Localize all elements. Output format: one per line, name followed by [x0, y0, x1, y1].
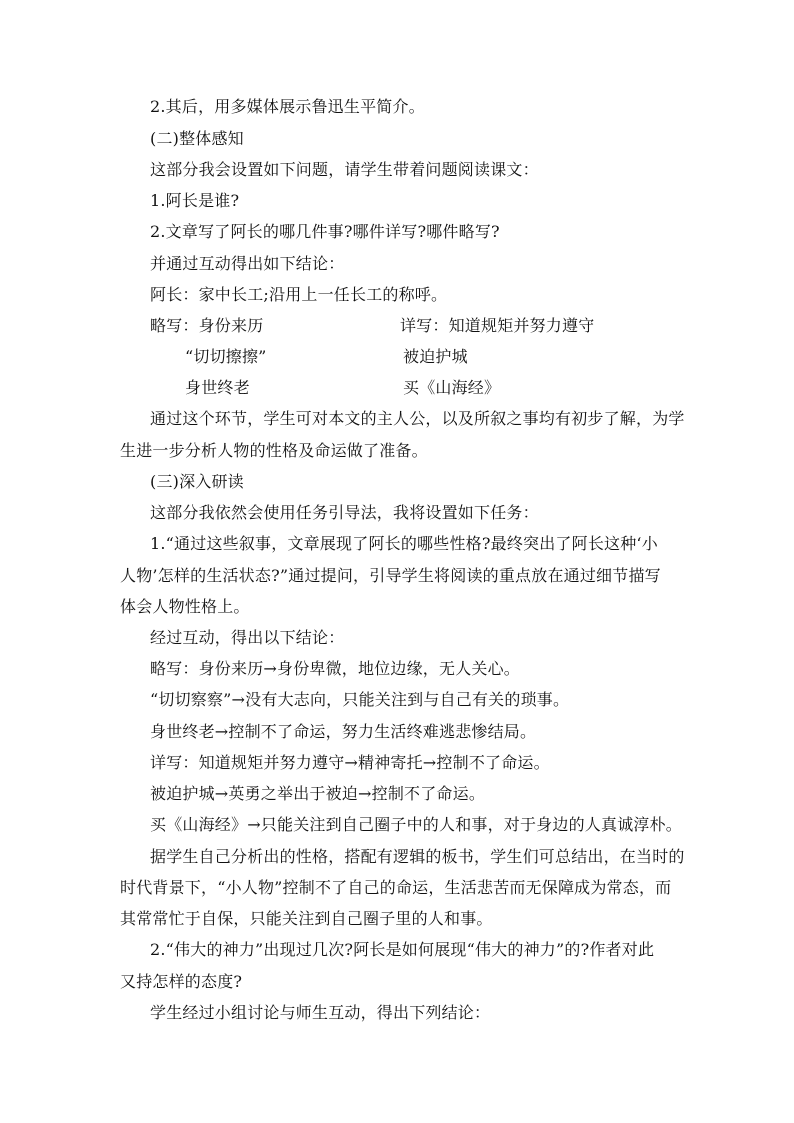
paragraph-line: 并通过互动得出如下结论：: [150, 254, 345, 273]
conclusion-line: 被迫护城→英勇之举出于被迫→控制不了命运。: [150, 784, 486, 803]
task-line: 又持怎样的态度?: [120, 972, 243, 991]
table-cell-left: 身世终老: [185, 378, 250, 397]
paragraph-line: 2.其后，用多媒体展示鲁迅生平简介。: [150, 97, 425, 116]
paragraph-line: 这部分我会设置如下问题，请学生带着问题阅读课文：: [150, 160, 539, 179]
paragraph-line: 学生经过小组讨论与师生互动，得出下列结论：: [150, 1003, 491, 1022]
conclusion-line: “切切察察”→没有大志向，只能关注到与自己有关的琐事。: [150, 690, 570, 709]
table-cell-left: 略写：身份来历: [150, 316, 264, 335]
section-heading: (二)整体感知: [150, 129, 244, 148]
paragraph-line: 这部分我依然会使用任务引导法，我将设置如下任务：: [150, 503, 539, 522]
question-line: 1.阿长是谁?: [150, 191, 240, 210]
section-heading: (三)深入研读: [150, 472, 244, 491]
table-cell-right: 被迫护城: [403, 347, 468, 366]
conclusion-line: 详写：知道规矩并努力遵守→精神寄托→控制不了命运。: [150, 753, 550, 772]
table-cell-right: 详写：知道规矩并努力遵守: [400, 316, 595, 335]
table-cell-right: 买《山海经》: [403, 378, 501, 397]
question-line: 2.文章写了阿长的哪几件事?哪件详写?哪件略写?: [150, 222, 500, 241]
paragraph-line: 通过这个环节，学生可对本文的主人公，以及所叙之事均有初步了解，为学: [150, 409, 685, 428]
paragraph-line: 据学生自己分析出的性格，搭配有逻辑的板书，学生们可总结出，在当时的: [150, 847, 685, 866]
task-line: 人物’怎样的生活状态?”通过提问，引导学生将阅读的重点放在通过细节描写: [120, 566, 661, 585]
paragraph-line: 时代背景下，“小人物”控制不了自己的命运，生活悲苦而无保障成为常态，而: [120, 878, 672, 897]
conclusion-line: 买《山海经》→只能关注到自己圈子中的人和事，对于身边的人真诚淳朴。: [150, 815, 683, 834]
task-line: 体会人物性格上。: [120, 597, 250, 616]
paragraph-line: 经过互动，得出以下结论：: [150, 628, 345, 647]
paragraph-line: 生进一步分析人物的性格及命运做了准备。: [120, 441, 428, 460]
conclusion-line: 身世终老→控制不了命运，努力生活终难逃悲惨结局。: [150, 722, 537, 741]
table-cell-left: “切切擦擦”: [185, 347, 267, 366]
task-line: 1.“通过这些叙事，文章展现了阿长的哪些性格?最终突出了阿长这种‘小: [150, 534, 658, 553]
paragraph-line: 其常常忙于自保，只能关注到自己圈子里的人和事。: [120, 909, 493, 928]
conclusion-line: 略写：身份来历→身份卑微，地位边缘，无人关心。: [150, 659, 521, 678]
paragraph-line: 阿长：家中长工;沿用上一任长工的称呼。: [150, 285, 448, 304]
task-line: 2.“伟大的神力”出现过几次?阿长是如何展现“伟大的神力”的?作者对此: [150, 940, 655, 959]
